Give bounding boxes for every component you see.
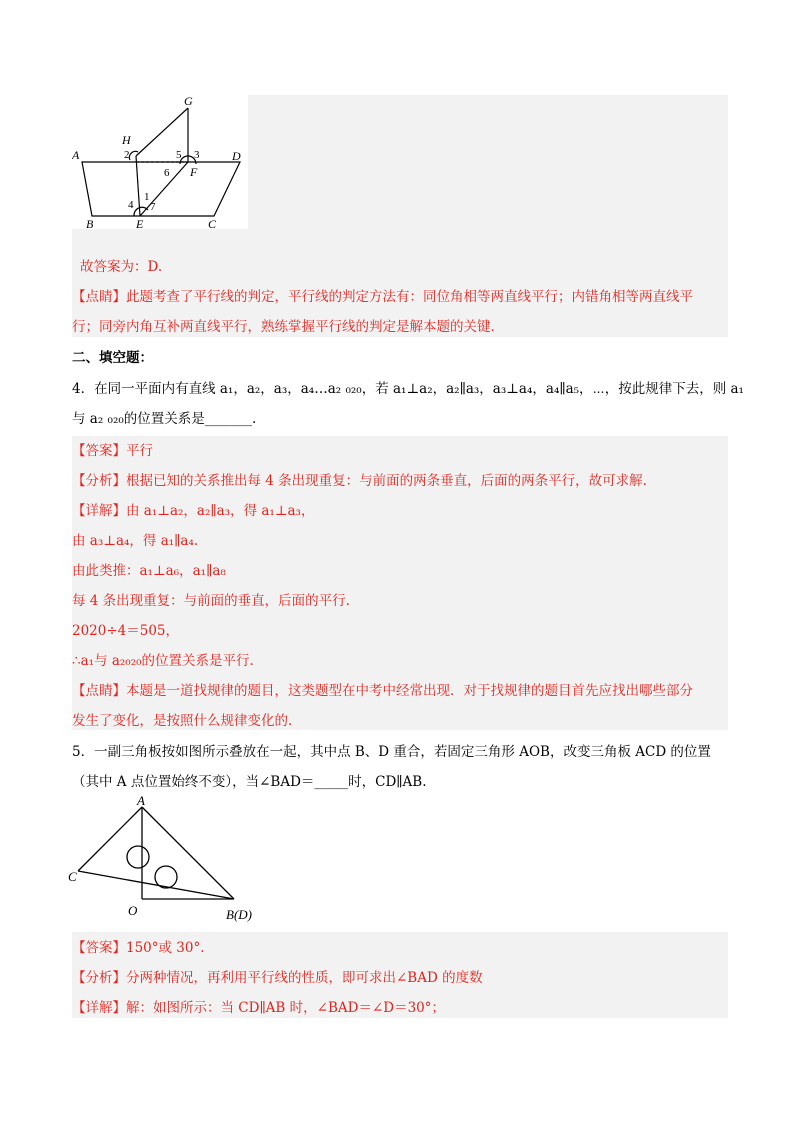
section-title: 二、填空题：: [72, 350, 153, 366]
label-angle-5: 5: [176, 149, 182, 161]
q5-analysis: 【分析】分两种情况，再利用平行线的性质，即可求出∠BAD 的度数: [72, 970, 483, 986]
label-angle-2: 2: [124, 149, 130, 161]
q5-stem-line1: 5．一副三角板按如图所示叠放在一起，其中点 B、D 重合，若固定三角形 AOB，改变三角板 ACD 的位置: [72, 744, 711, 760]
label-bd-q5: B(D): [226, 907, 252, 922]
q4-detail-5: 2020÷4＝505，: [72, 623, 180, 639]
label-h: H: [122, 133, 131, 147]
label-a-q5: A: [137, 795, 145, 808]
q4-stem-line1: 4．在同一平面内有直线 a₁，a₂，a₃，a₄…a₂ ₀₂₀，若 a₁⊥a₂，a₂∥a₃，a₃⊥a₄，a₄∥a₅，⋯，按此规律下去，则 a₁: [72, 381, 744, 397]
q4-detail-2: 由 a₃⊥a₄，得 a₁∥a₄.: [72, 533, 199, 549]
q5-stem-line2: （其中 A 点位置始终不变），当∠BAD＝_____时，CD∥AB.: [72, 774, 427, 790]
label-angle-6: 6: [164, 167, 170, 179]
q4-detail-4: 每 4 条出现重复：与前面的垂直，后面的平行.: [72, 593, 350, 609]
label-g: G: [184, 94, 193, 108]
label-c-q5: C: [68, 869, 77, 884]
q4-comment-line2: 发生了变化，是按照什么规律变化的.: [72, 713, 293, 729]
q4-detail-6: ∴a₁与 a₂₀₂₀的位置关系是平行.: [72, 653, 254, 669]
label-e: E: [136, 217, 144, 231]
q4-analysis: 【分析】根据已知的关系推出每 4 条出现重复：与前面的两条垂直，后面的两条平行，故可求解.: [72, 473, 647, 489]
q4-detail-3: 由此类推：a₁⊥a₆，a₁∥a₈: [72, 563, 226, 579]
label-b: B: [86, 217, 94, 231]
plate-hole-1: [127, 846, 149, 868]
label-angle-7: 7: [150, 201, 156, 213]
label-d: D: [232, 149, 241, 163]
label-c: C: [208, 217, 217, 231]
q4-answer: 【答案】平行: [72, 443, 153, 459]
answer-q3: 故答案为：D.: [80, 259, 163, 275]
trapezoid-abcd: [82, 162, 240, 216]
q4-comment-line1: 【点睛】本题是一道找规律的题目，这类题型在中考中经常出现．对于找规律的题目首先应找出哪些部分: [72, 683, 693, 699]
q5-answer: 【答案】150°或 30°.: [72, 940, 205, 956]
q4-detail-1: 【详解】由 a₁⊥a₂，a₂∥a₃，得 a₁⊥a₃，: [72, 503, 315, 519]
label-o-q5: O: [128, 903, 138, 918]
plate-hole-2: [155, 866, 177, 888]
comment-q3-line1: 【点睛】此题考查了平行线的判定，平行线的判定方法有：同位角相等两直线平行；内错角相等两直线平: [72, 289, 693, 305]
edge-ac: [78, 807, 142, 871]
label-angle-3: 3: [194, 149, 200, 161]
comment-q3-line2: 行；同旁内角互补两直线平行，熟练掌握平行线的判定是解本题的关键.: [72, 319, 495, 335]
label-angle-1: 1: [144, 191, 150, 203]
label-a: A: [72, 148, 80, 162]
label-f: F: [190, 165, 198, 179]
segment-h-vertical: [136, 156, 140, 216]
triangle-plates-figure: [64, 795, 274, 923]
label-angle-4: 4: [128, 199, 134, 211]
q5-detail-1: 【详解】解：如图所示：当 CD∥AB 时，∠BAD＝∠D＝30°；: [72, 1000, 446, 1016]
parallel-lines-figure: [72, 92, 248, 232]
q4-stem-line2: 与 a₂ ₀₂₀的位置关系是_______.: [72, 411, 257, 427]
